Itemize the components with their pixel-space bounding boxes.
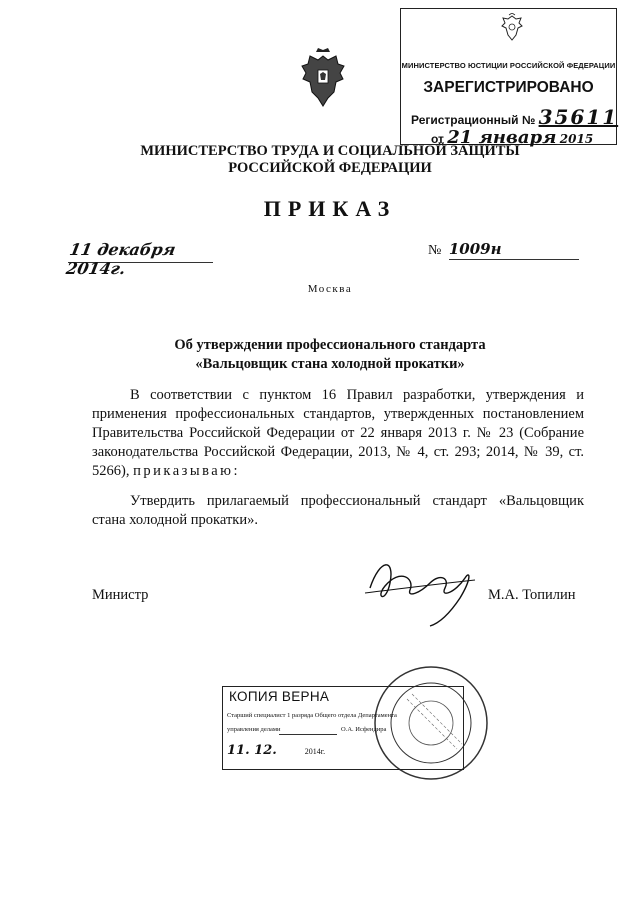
body-paragraph-2-text: Утвердить прилагаемый профессиональный стандарт «Вальцовщик стана холодной прокатки». (92, 493, 584, 528)
order-number-handwritten: 1009н (448, 240, 502, 258)
registration-number-label: Регистрационный № (411, 113, 536, 127)
order-number-line (449, 240, 579, 260)
registration-stamp (400, 8, 619, 148)
eagle-emblem-icon (499, 13, 525, 43)
ministry-title-line1: МИНИСТЕРСТВО ТРУДА И СОЦИАЛЬНОЙ ЗАЩИТЫ (140, 143, 520, 159)
copy-stamp-day: 11. 12. (227, 743, 277, 758)
copy-stamp-position-line1: Старший специалист 1 разряда Общего отдела Департамента (227, 712, 397, 719)
order-date-handwritten: 11 декабря 2014г. (64, 240, 178, 278)
ministry-title (100, 143, 560, 177)
city: Москва (307, 283, 353, 295)
order-date (64, 240, 213, 278)
body-paragraph-2 (92, 492, 584, 530)
registration-date-label: от (431, 132, 444, 146)
registration-ministry: МИНИСТЕРСТВО ЮСТИЦИИ РОССИЙСКОЙ ФЕДЕРАЦИИ (401, 61, 616, 70)
copy-certified-stamp (222, 686, 464, 770)
minister-title: Министр (92, 587, 149, 603)
copy-stamp-year-suffix: г. (320, 747, 326, 756)
state-emblem-icon (298, 46, 348, 110)
document-type: ПРИКАЗ (263, 196, 397, 221)
copy-stamp-signer-name: О.А. Исфендира (341, 726, 387, 733)
copy-stamp-date (227, 743, 325, 758)
body-paragraph-1 (92, 386, 584, 481)
handwritten-signature (360, 548, 480, 628)
order-subject (100, 336, 560, 374)
copy-stamp-year: 2014 (304, 747, 321, 756)
registration-status: ЗАРЕГИСТРИРОВАНО (423, 79, 594, 96)
registration-number-row (411, 105, 618, 129)
ministry-title-line2: РОССИЙСКОЙ ФЕДЕРАЦИИ (228, 160, 432, 176)
order-subject-line2: «Вальцовщик стана холодной прокатки» (195, 356, 465, 372)
order-number-sign: № (428, 243, 442, 258)
decree-word: приказываю: (133, 463, 241, 479)
registration-year-value: 2015 (559, 132, 594, 146)
copy-stamp-signature-line (279, 734, 337, 735)
order-subject-line1: Об утверждении профессионального стандарта (174, 337, 486, 353)
registration-date-value: 21 января (447, 127, 557, 148)
order-number (428, 240, 579, 260)
body-paragraph-1-text: В соответствии с пунктом 16 Правил разработки, утверждения и применения профессиональных стандартов, утвержденных постановлением Правительства Российской Федерации от 22 января 2013 г. № 23 (Собрание законодательства Российской Федерации, 2013, № 4, ст. 293; 2014, № 39, ст. 5266), (92, 387, 584, 479)
registration-number-value: 35611 (538, 105, 619, 129)
copy-stamp-position-line2: управления делами (227, 726, 281, 733)
minister-name: М.А. Топилин (488, 587, 576, 603)
copy-stamp-title: КОПИЯ ВЕРНА (229, 689, 330, 704)
